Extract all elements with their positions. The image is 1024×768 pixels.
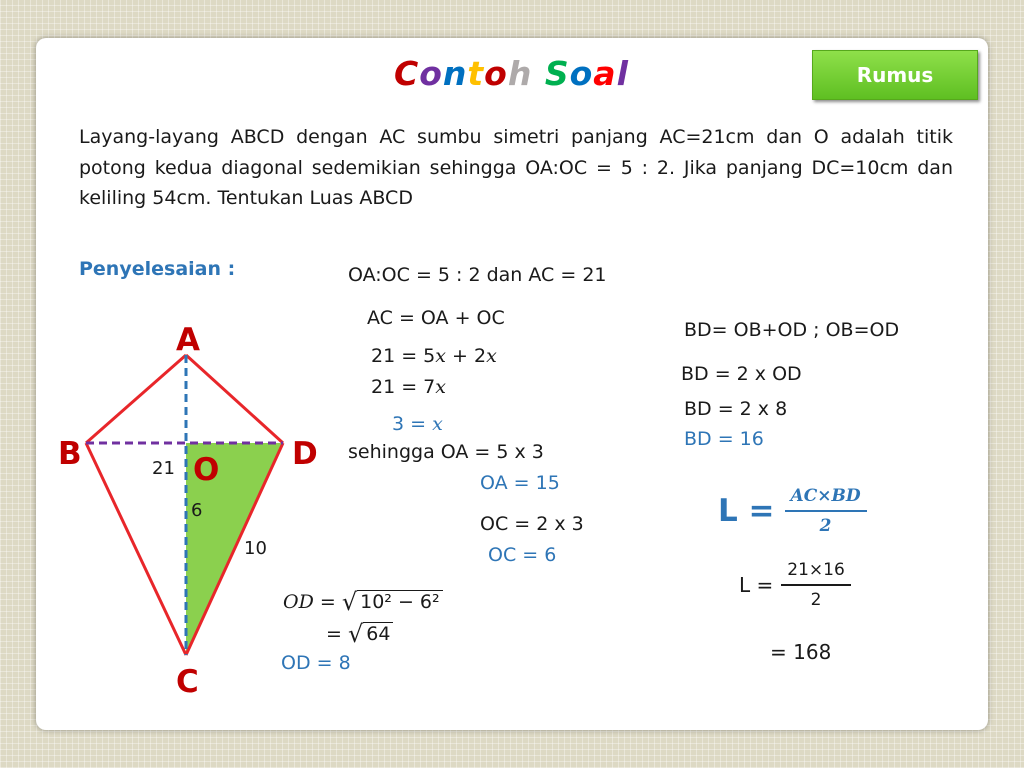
vertex-label-b: B bbox=[58, 436, 82, 472]
title-letter: o bbox=[569, 54, 594, 93]
problem-text: Layang-layang ABCD dengan AC sumbu simetri panjang AC=21cm dan O adalah titik potong kedua diagonal sedemikian sehingga OA:OC = 5 : 2. Jika panjang DC=10cm dan keliling 54cm. Tentukan Luas ABCD bbox=[79, 126, 953, 209]
length-label-6: 6 bbox=[191, 500, 203, 521]
area-fraction: $\frac{AC\times BD}{2}$ bbox=[785, 486, 867, 536]
title-letter: a bbox=[593, 54, 617, 93]
step-eq2: 21 = 7x bbox=[371, 376, 446, 398]
solution-heading: Penyelesaian : bbox=[79, 258, 236, 280]
area-l-label: L = bbox=[718, 493, 775, 529]
vertex-label-c: C bbox=[176, 664, 199, 700]
vertex-label-d: D bbox=[292, 436, 318, 472]
od-result: OD = 8 bbox=[281, 652, 351, 674]
title-letter: t bbox=[467, 54, 485, 93]
length-label-21: 21 bbox=[152, 458, 175, 479]
step-ratio: OA:OC = 5 : 2 dan AC = 21 bbox=[348, 264, 607, 286]
edge-ad bbox=[186, 355, 283, 443]
title-letter: S bbox=[544, 54, 570, 93]
od-sqrt-line1: OD = √ 10² − 6² bbox=[283, 588, 443, 616]
step-bd-def: BD= OB+OD ; OB=OD bbox=[684, 319, 900, 341]
title-letter: o bbox=[484, 54, 508, 93]
step-oc-calc: OC = 2 x 3 bbox=[480, 513, 584, 535]
od-sqrt-line2: = √ 64 bbox=[326, 620, 393, 648]
title-letter: l bbox=[616, 54, 629, 93]
step-bd-result: BD = 16 bbox=[684, 428, 764, 450]
step-eq3: 3 = x bbox=[392, 413, 443, 435]
vertex-label-o: O bbox=[193, 452, 220, 488]
step-bd-calc: BD = 2 x 8 bbox=[684, 398, 788, 420]
length-label-10: 10 bbox=[244, 538, 267, 559]
title-letter: h bbox=[507, 54, 533, 93]
title-letter: C bbox=[394, 54, 420, 93]
title-letter: n bbox=[442, 54, 468, 93]
rumus-button[interactable]: Rumus bbox=[812, 50, 978, 100]
vertex-label-a: A bbox=[176, 322, 200, 358]
area-fraction-values: $\frac{21\times 16}{2}$ bbox=[781, 560, 851, 610]
step-bd-2od: BD = 2 x OD bbox=[681, 363, 802, 385]
title-letter: o bbox=[419, 54, 443, 93]
edge-ab bbox=[86, 355, 186, 443]
step-eq1: 21 = 5x + 2x bbox=[371, 345, 497, 367]
area-result: = 168 bbox=[770, 640, 832, 664]
area-substitution: L = $\frac{21\times 16}{2}$ bbox=[739, 560, 851, 610]
area-formula bbox=[718, 486, 867, 536]
step-oc-result: OC = 6 bbox=[488, 544, 557, 566]
step-oa-result: OA = 15 bbox=[480, 472, 560, 494]
step-ac-sum: AC = OA + OC bbox=[367, 307, 505, 329]
step-oa-calc: sehingga OA = 5 x 3 bbox=[348, 441, 544, 463]
